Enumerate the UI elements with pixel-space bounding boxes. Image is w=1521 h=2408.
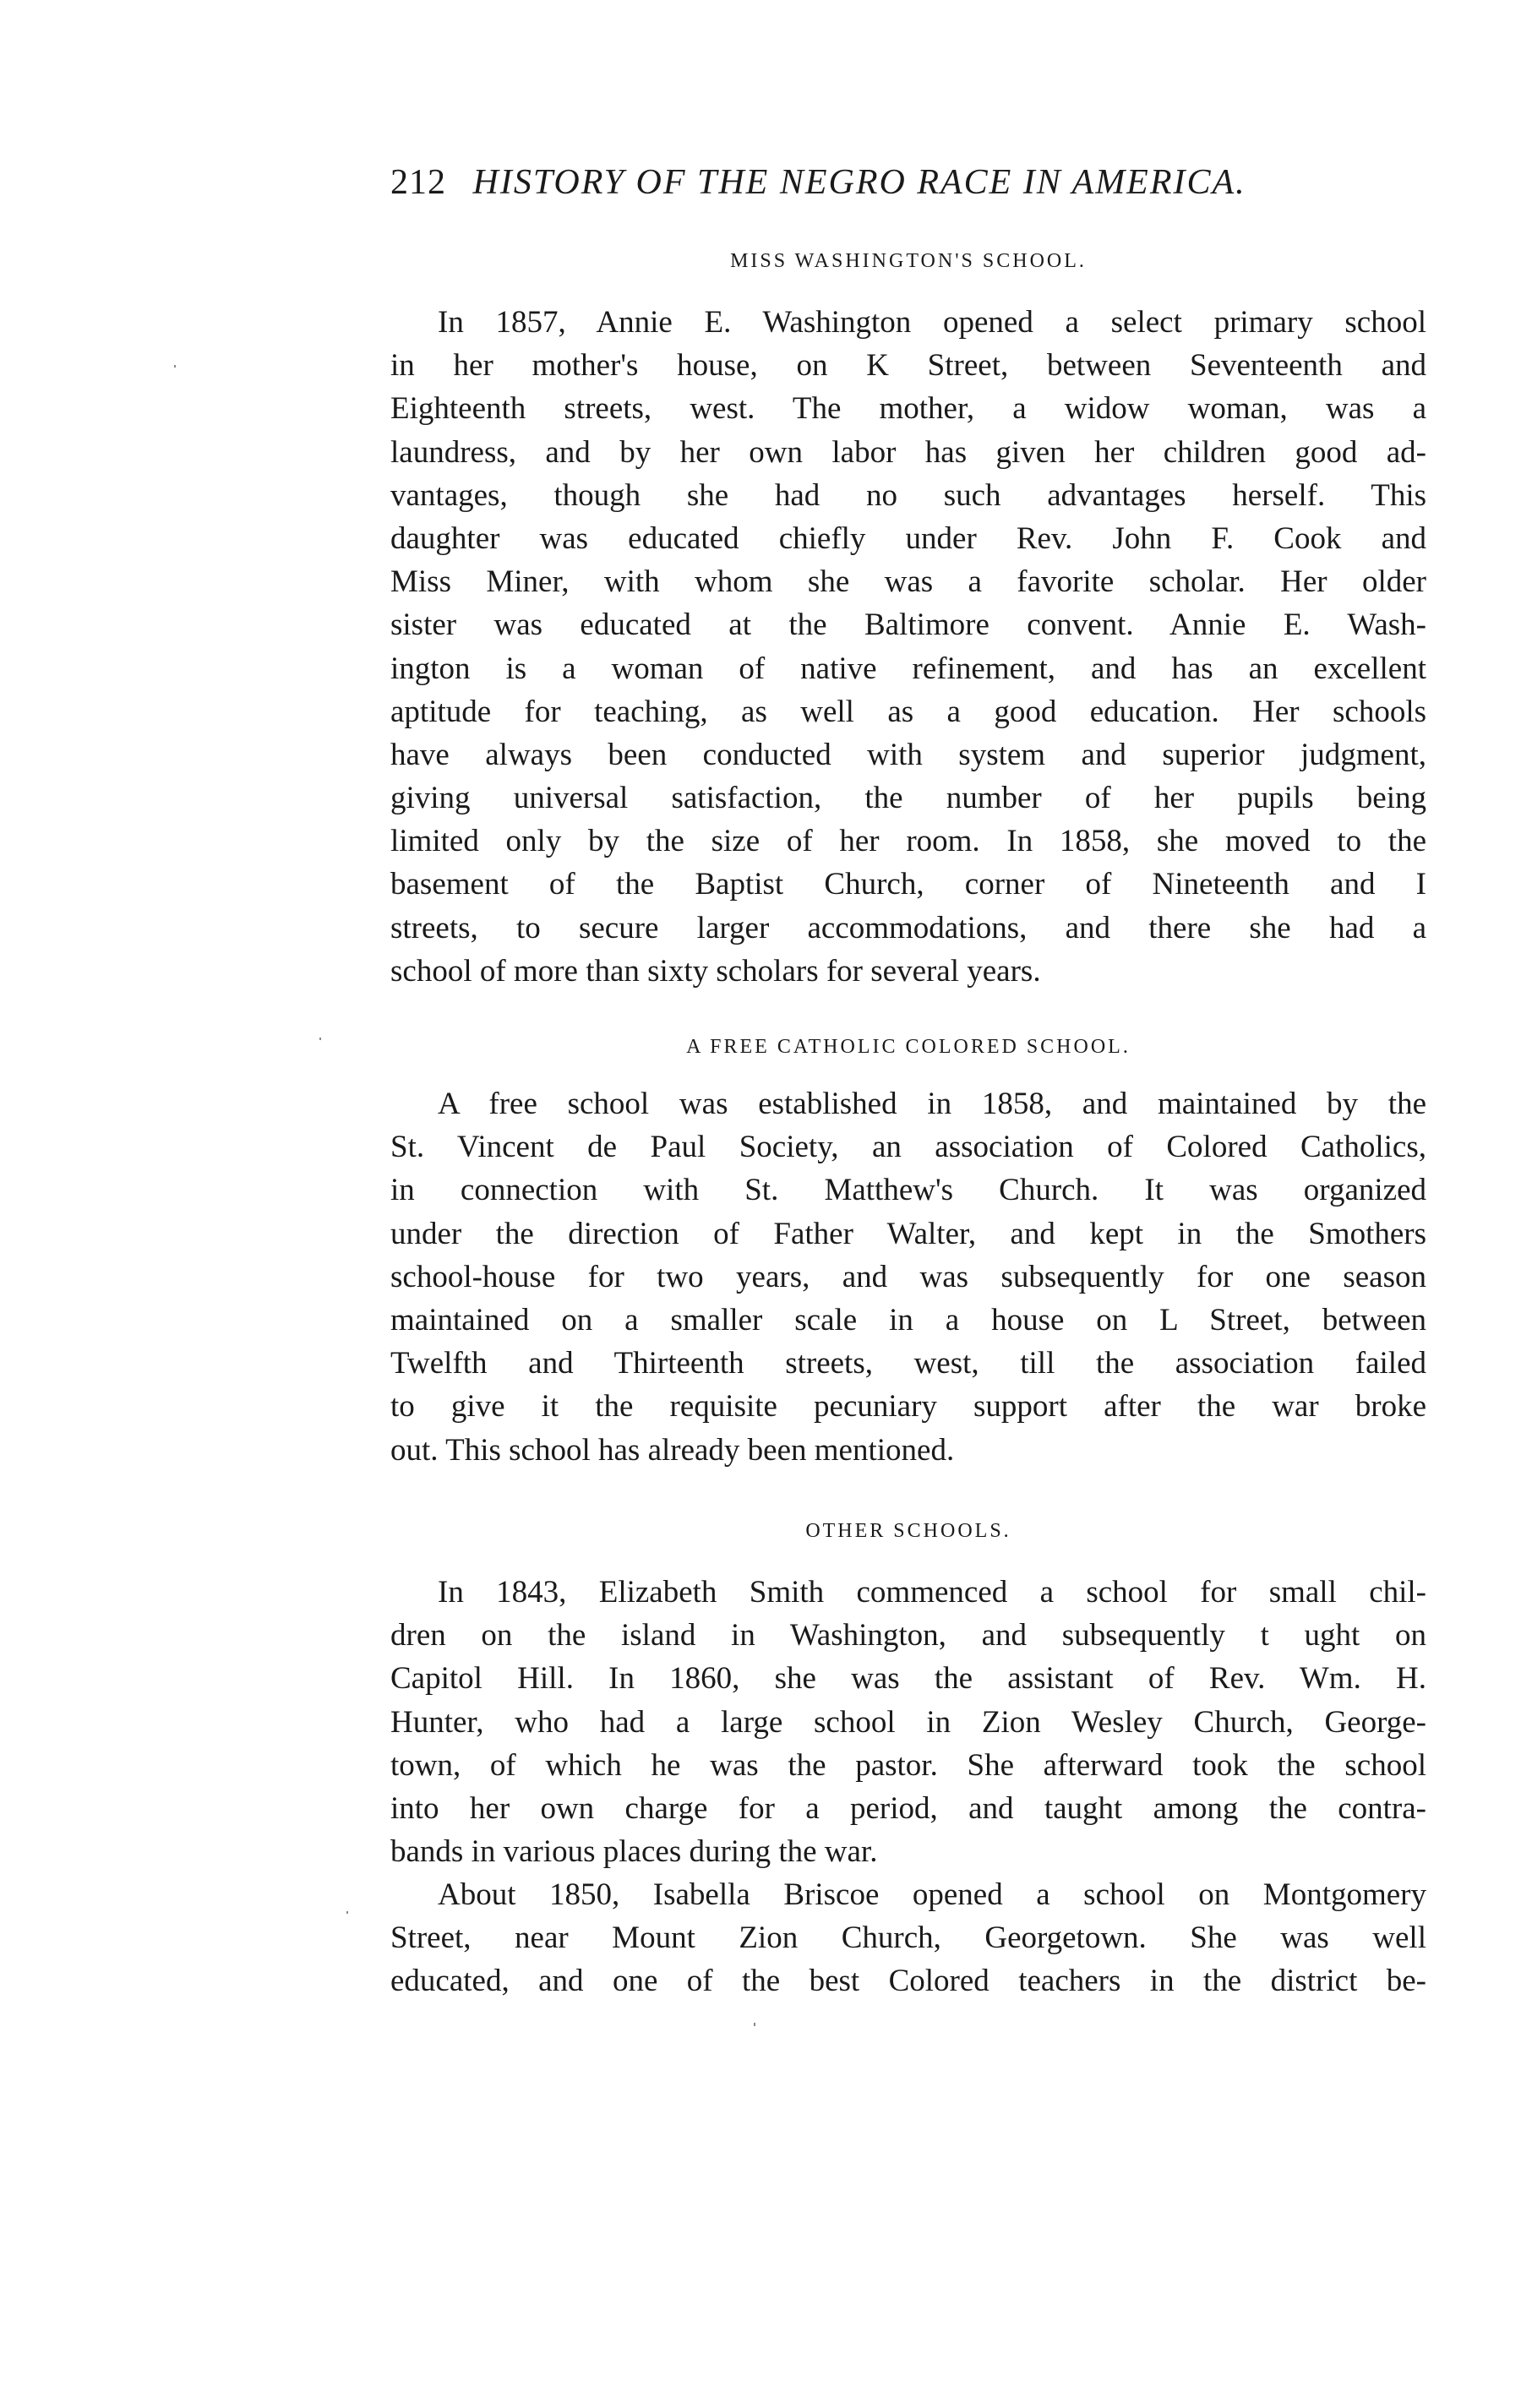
- text-line: maintained on a smaller scale in a house on L Street, between: [390, 1302, 1426, 1337]
- text-line: A free school was established in 1858, and maintained by the: [438, 1087, 1426, 1121]
- paragraph-isabella-briscoe: [390, 1873, 1426, 2003]
- text-line: limited only by the size of her room. In 1858, she moved to the: [390, 824, 1426, 859]
- text-line: have always been conducted with system and superior judgment,: [390, 737, 1426, 772]
- page-number: 212: [390, 163, 446, 202]
- text-line: under the direction of Father Walter, and kept in the Smothers: [390, 1216, 1426, 1251]
- scan-speck: [174, 365, 176, 368]
- running-title: HISTORY OF THE NEGRO RACE IN AMERICA.: [472, 163, 1246, 202]
- text-line: basement of the Baptist Church, corner of Nineteenth and I: [390, 867, 1426, 902]
- section-heading-other-schools: OTHER SCHOOLS.: [805, 1520, 1011, 1542]
- paragraph-elizabeth-smith: [390, 1571, 1426, 1873]
- text-line: educated, and one of the best Colored teachers in the district be-: [390, 1964, 1426, 1999]
- text-line: Capitol Hill. In 1860, she was the assistant of Rev. Wm. H.: [390, 1661, 1426, 1697]
- scan-speck: [346, 1911, 348, 1914]
- text-line: vantages, though she had no such advantages herself. This: [390, 477, 1426, 513]
- text-line: into her own charge for a period, and taught among the contra-: [390, 1790, 1426, 1826]
- text-line: bands in various places during the war.: [390, 1834, 878, 1870]
- text-line: school of more than sixty scholars for several years.: [390, 953, 1041, 989]
- text-line: In 1857, Annie E. Washington opened a select primary school: [438, 305, 1426, 340]
- text-line: Twelfth and Thirteenth streets, west, till the association failed: [390, 1346, 1426, 1381]
- text-line: school-house for two years, and was subsequently for one season: [390, 1259, 1426, 1294]
- running-header: [390, 162, 1438, 203]
- text-line: Eighteenth streets, west. The mother, a widow woman, was a: [390, 391, 1426, 427]
- text-line: daughter was educated chiefly under Rev. John F. Cook and: [390, 520, 1426, 556]
- text-line: Street, near Mount Zion Church, Georgetown. She was well: [390, 1920, 1426, 1956]
- text-line: aptitude for teaching, as well as a good education. Her schools: [390, 694, 1426, 729]
- text-line: dren on the island in Washington, and subsequently t ught on: [390, 1618, 1426, 1653]
- paragraph-miss-washington: [390, 301, 1426, 993]
- text-line: St. Vincent de Paul Society, an association of Colored Catholics,: [390, 1130, 1426, 1165]
- text-line: laundress, and by her own labor has given her children good ad-: [390, 434, 1426, 470]
- paragraph-free-catholic-school: [390, 1082, 1426, 1472]
- scan-speck: [319, 1038, 321, 1040]
- text-line: Hunter, who had a large school in Zion Wesley Church, George-: [390, 1704, 1426, 1740]
- text-line: giving universal satisfaction, the number of her pupils being: [390, 781, 1426, 816]
- text-line: streets, to secure larger accommodations, and there she had a: [390, 910, 1426, 945]
- text-line: sister was educated at the Baltimore convent. Annie E. Wash-: [390, 607, 1426, 643]
- text-line: About 1850, Isabella Briscoe opened a school on Montgomery: [438, 1877, 1426, 1912]
- text-line: town, of which he was the pastor. She afterward took the school: [390, 1747, 1426, 1783]
- text-line: in connection with St. Matthew's Church. It was organized: [390, 1173, 1426, 1208]
- text-line: In 1843, Elizabeth Smith commenced a school for small chil-: [438, 1575, 1426, 1610]
- section-heading-free-catholic-colored-school: A FREE CATHOLIC COLORED SCHOOL.: [686, 1036, 1131, 1058]
- text-line: ington is a woman of native refinement, and has an excellent: [390, 651, 1426, 686]
- text-line: out. This school has already been mentioned.: [390, 1432, 955, 1468]
- text-line: Miss Miner, with whom she was a favorite scholar. Her older: [390, 564, 1426, 600]
- text-line: to give it the requisite pecuniary support after the war broke: [390, 1389, 1426, 1425]
- text-line: in her mother's house, on K Street, between Seventeenth and: [390, 348, 1426, 384]
- section-heading-miss-washingtons-school: MISS WASHINGTON'S SCHOOL.: [730, 250, 1087, 272]
- scan-speck: [754, 2023, 755, 2026]
